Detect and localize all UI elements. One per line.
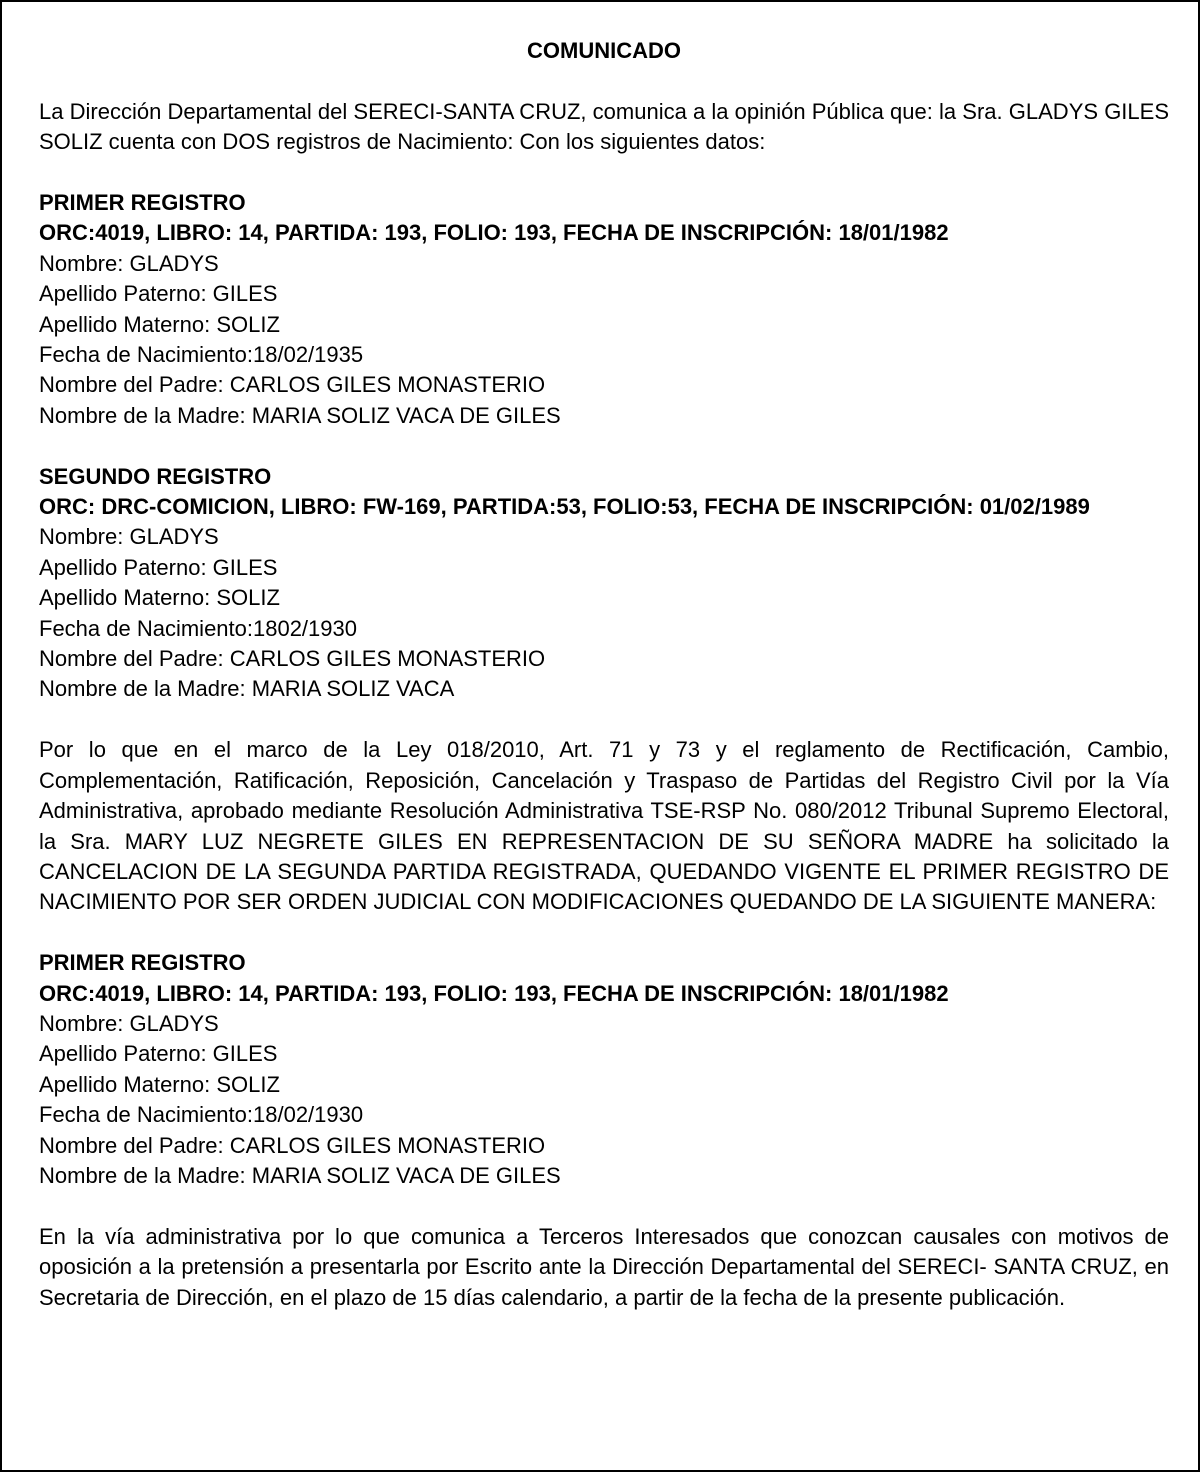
record-fecha-nacimiento: Fecha de Nacimiento:18/02/1935 <box>39 342 364 368</box>
record-block-first <box>39 188 1169 431</box>
closing-paragraph: En la vía administrativa por lo que comunica a Terceros Interesados que conozcan causales con motivos de oposición a la pretensión a presentarla por Escrito ante la Dirección Departamental del SERECI- SANTA CRUZ, en Secretaria de Dirección, en el plazo de 15 días calendario, a partir de la fecha de la presente publicación. <box>39 1223 1169 1310</box>
record-apellido-materno: Apellido Materno: SOLIZ <box>39 1071 280 1097</box>
record-nombre-madre: Nombre de la Madre: MARIA SOLIZ VACA DE GILES <box>39 402 561 428</box>
record-nombre: Nombre: GLADYS <box>39 524 219 550</box>
record-heading: PRIMER REGISTRO <box>39 950 246 976</box>
record-nombre-madre: Nombre de la Madre: MARIA SOLIZ VACA DE GILES <box>39 1162 561 1188</box>
document-title: COMUNICADO <box>527 38 681 63</box>
document-content <box>39 36 1169 1313</box>
resolution-paragraph: Por lo que en el marco de la Ley 018/2010, Art. 71 y 73 y el reglamento de Rectificación, Cambio, Complementación, Ratificación, Reposición, Cancelación y Traspaso de Partidas del Registro Civil por la Vía Administrativa, aprobado mediante Resolución Administrativa TSE-RSP No. 080/2012 Tribunal Supremo Electoral, la Sra. MARY LUZ NEGRETE GILES EN REPRESENTACION DE SU SEÑORA MADRE ha solicitado la CANCELACION DE LA SEGUNDA PARTIDA REGISTRADA, QUEDANDO VIGENTE EL PRIMER REGISTRO DE NACIMIENTO POR SER ORDEN JUDICIAL CON MODIFICACIONES QUEDANDO DE LA SIGUIENTE MANERA: <box>39 737 1169 915</box>
record-reference: ORC:4019, LIBRO: 14, PARTIDA: 193, FOLIO: 193, FECHA DE INSCRIPCIÓN: 18/01/1982 <box>39 980 949 1006</box>
record-heading: PRIMER REGISTRO <box>39 190 246 215</box>
record-fecha-nacimiento: Fecha de Nacimiento:18/02/1930 <box>39 1102 364 1128</box>
record-block-second <box>39 462 1169 705</box>
record-apellido-materno: Apellido Materno: SOLIZ <box>39 585 280 611</box>
record-reference: ORC: DRC-COMICION, LIBRO: FW-169, PARTIDA:53, FOLIO:53, FECHA DE INSCRIPCIÓN: 01/02/1989 <box>39 494 1090 520</box>
record-apellido-paterno: Apellido Paterno: GILES <box>39 554 278 580</box>
record-nombre: Nombre: GLADYS <box>39 1010 219 1036</box>
record-apellido-paterno: Apellido Paterno: GILES <box>39 281 278 307</box>
record-nombre-padre: Nombre del Padre: CARLOS GILES MONASTERIO <box>39 646 546 672</box>
record-nombre-madre: Nombre de la Madre: MARIA SOLIZ VACA <box>39 676 455 702</box>
intro-paragraph: La Dirección Departamental del SERECI-SANTA CRUZ, comunica a la opinión Pública que: la Sra. GLADYS GILES SOLIZ cuenta con DOS registros de Nacimiento: Con los siguientes datos: <box>39 98 1169 155</box>
record-nombre-padre: Nombre del Padre: CARLOS GILES MONASTERIO <box>39 372 546 398</box>
record-reference: ORC:4019, LIBRO: 14, PARTIDA: 193, FOLIO: 193, FECHA DE INSCRIPCIÓN: 18/01/1982 <box>39 220 949 246</box>
record-block-final <box>39 948 1169 1191</box>
record-nombre-padre: Nombre del Padre: CARLOS GILES MONASTERIO <box>39 1132 546 1158</box>
record-heading: SEGUNDO REGISTRO <box>39 463 272 489</box>
record-fecha-nacimiento: Fecha de Nacimiento:1802/1930 <box>39 615 357 641</box>
record-apellido-paterno: Apellido Paterno: GILES <box>39 1041 278 1067</box>
record-nombre: Nombre: GLADYS <box>39 250 219 276</box>
record-apellido-materno: Apellido Materno: SOLIZ <box>39 311 280 337</box>
